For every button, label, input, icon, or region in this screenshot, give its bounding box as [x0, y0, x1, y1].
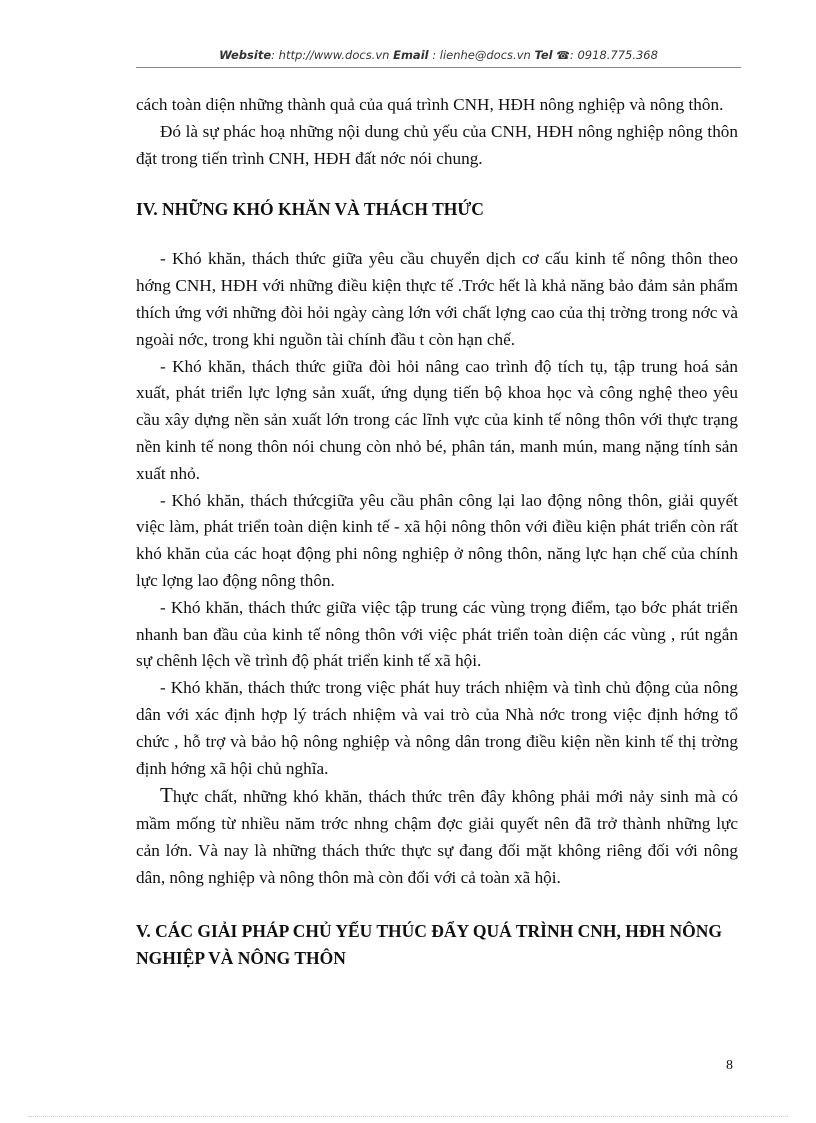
paragraph-1: cách toàn diện những thành quả của quá trình CNH, HĐH nông nghiệp và nông thôn.	[136, 95, 724, 114]
page-number: 8	[726, 1058, 733, 1073]
tel-label: Tel	[534, 48, 553, 62]
page-header	[136, 48, 741, 62]
tel-value: : 0918.775.368	[569, 48, 658, 62]
section-heading-iv: IV. NHỮNG KHÓ KHĂN VÀ THÁCH THỨC	[136, 199, 484, 220]
paragraph-7: - Khó khăn, thách thức trong việc phát huy trách nhiệm và tình chủ động của nông dân với xác định hợp lý trách nhiệm và vai trò của Nhà nớc trong việc định hớng tổ chức , hỗ trợ và bảo hộ nông nghiệp và nông dân trong điều kiện nền kinh tế thị trờng định hớng xã hội chủ nghĩa.	[136, 678, 738, 778]
header-divider	[136, 67, 741, 68]
telephone-icon: ☎	[556, 49, 570, 62]
paragraph-2: Đó là sự phác hoạ những nội dung chủ yếu của CNH, HĐH nông nghiệp nông thôn đặt trong tiến trình CNH, HĐH đất nớc nói chung.	[136, 121, 738, 168]
section-heading-v: V. CÁC GIẢI PHÁP CHỦ YẾU THÚC ĐẨY QUÁ TRÌNH CNH, HĐH NÔNG NGHIỆP VÀ NÔNG THÔN	[136, 920, 722, 968]
email-label: Email	[393, 48, 429, 62]
paragraph-3: - Khó khăn, thách thức giữa yêu cầu chuyển dịch cơ cấu kinh tế nông thôn theo hớng CNH, HĐH với những điều kiện thực tế .Trớc hết là khả năng bảo đảm sản phẩm thích ứng với những đòi hỏi ngày càng lớn với chất lợng cao của thị trờng trong nớc và ngoài nớc, trong khi nguồn tài chính đầu t còn hạn chế.	[136, 249, 738, 349]
paragraph-5: - Khó khăn, thách thứcgiữa yêu cầu phân công lại lao động nông thôn, giải quyết việc làm, phát triển toàn diện kinh tế - xã hội nông thôn với điều kiện phát triển còn rất khó khăn của các hoạt động phi nông nghiệp ở nông thôn, năng lực hạn chế của chính lực lợng lao động nông thôn.	[136, 490, 738, 590]
paragraph-8	[136, 782, 738, 891]
paragraph-8-text: hực chất, những khó khăn, thách thức trên đây không phải mới nảy sinh mà có mầm mống từ nhiều năm trớc nhng chậm đợc giải quyết nên đã trở thành những lực cản lớn. Và nay là những thách thức thực sự đang đối mặt không riêng đối với nông dân, nông nghiệp và nông thôn mà còn đối với cả toàn xã hội.	[136, 787, 738, 887]
paragraph-4: - Khó khăn, thách thức giữa đòi hỏi nâng cao trình độ tích tụ, tập trung hoá sản xuất, phát triển lực lợng sản xuất, ứng dụng tiến bộ khoa học và công nghệ theo yêu cầu xây dựng nền sản xuất lớn trong các lĩnh vực của kinh tế nông thôn với thực trạng nền kinh tế nong thôn nói chung còn nhỏ bé, phân tán, manh mún, mang nặng tính sản xuất nhỏ.	[136, 356, 738, 483]
footer-dotted-line	[28, 1116, 788, 1117]
drop-cap: T	[160, 783, 173, 808]
document-body	[136, 92, 738, 972]
website-label: Website	[219, 48, 272, 62]
website-value: : http://www.docs.vn	[271, 48, 390, 62]
email-value: : lienhe@docs.vn	[432, 48, 531, 62]
paragraph-6: - Khó khăn, thách thức giữa việc tập trung các vùng trọng điểm, tạo bớc phát triển nhanh ban đầu của kinh tế nông thôn với việc phát triển toàn diện các vùng , rút ngắn sự chênh lệch về trình độ phát triển kinh tế xã hội.	[136, 597, 738, 671]
